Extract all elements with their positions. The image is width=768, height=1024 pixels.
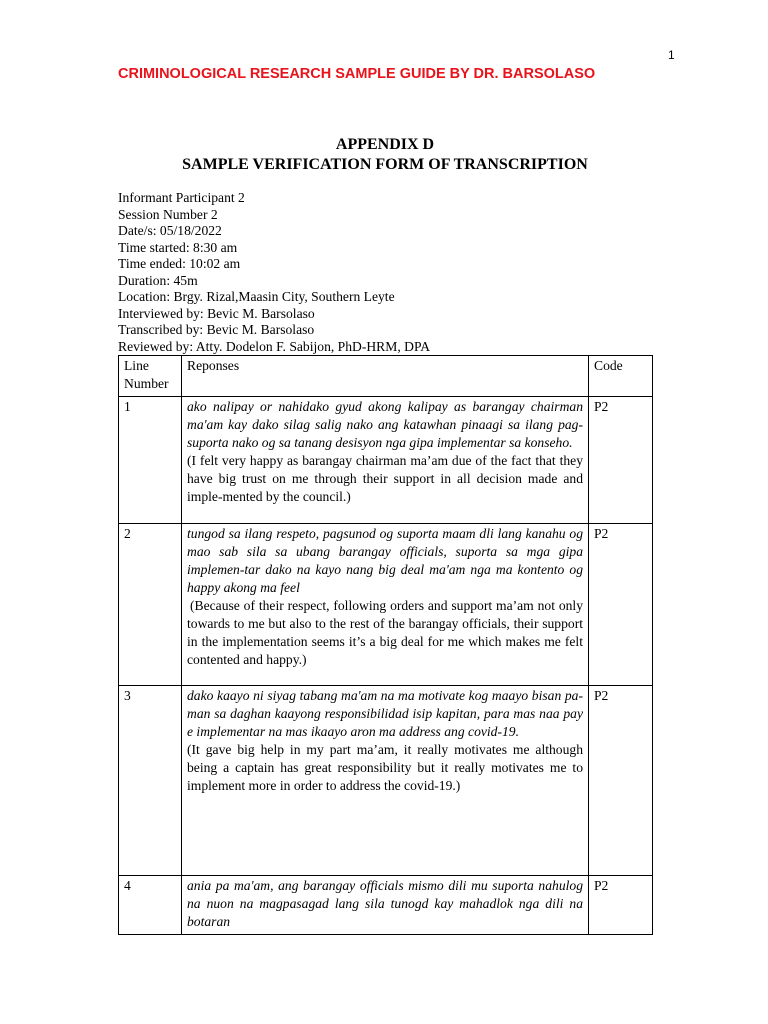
translated-response: (I felt very happy as barangay chairman ma’am due of the fact that they have big trust on me through their support in all decision made and imple-mented by the council.) <box>187 453 583 504</box>
transcription-table <box>118 355 653 935</box>
page-number: 1 <box>668 48 675 62</box>
line-number-cell: 1 <box>119 397 182 524</box>
original-response: ania pa ma'am, ang barangay officials mismo dili mu suporta nahulog na nuon na magpasagad lang sila tunogd kay mahadlok nga dili na botaran <box>187 878 583 929</box>
response-cell <box>182 686 589 876</box>
line-number-cell: 2 <box>119 524 182 686</box>
informant-line: Informant Participant 2 <box>118 190 245 205</box>
session-info <box>118 190 430 355</box>
code-cell: P2 <box>589 524 653 686</box>
session-number-line: Session Number 2 <box>118 206 218 222</box>
response-cell <box>182 397 589 524</box>
code-cell: P2 <box>589 686 653 876</box>
time-started-line: Time started: 8:30 am <box>118 239 238 255</box>
code-header: Code <box>589 356 653 397</box>
reviewed-by-line: Reviewed by: Atty. Dodelon F. Sabijon, PhD-HRM, DPA <box>118 338 431 354</box>
table-row <box>119 397 653 524</box>
table-row <box>119 524 653 686</box>
line-number-header: Line Number <box>119 356 182 397</box>
location-line: Location: Brgy. Rizal,Maasin City, Southern Leyte <box>118 289 395 304</box>
table-header-row <box>119 356 653 397</box>
transcribed-by-line: Transcribed by: Bevic M. Barsolaso <box>118 322 315 337</box>
duration-line: Duration: 45m <box>118 272 198 288</box>
translated-response: (It gave big help in my part ma’am, it really motivates me although being a captain has great responsibility but it really motivates me to implement more in order to address the covid-19.) <box>187 742 583 793</box>
interviewed-by-line: Interviewed by: Bevic M. Barsolaso <box>118 305 315 321</box>
code-cell: P2 <box>589 876 653 935</box>
time-ended-line: Time ended: 10:02 am <box>118 256 241 271</box>
code-cell: P2 <box>589 397 653 524</box>
document-header: CRIMINOLOGICAL RESEARCH SAMPLE GUIDE BY DR. BARSOLASO <box>118 66 596 82</box>
line-number-cell: 4 <box>119 876 182 935</box>
responses-header: Reponses <box>182 356 589 397</box>
line-number-cell: 3 <box>119 686 182 876</box>
translated-response: (Because of their respect, following orders and support ma’am not only towards to me but also to the rest of the barangay officials, their support in the implementation seems it’s a big deal for me which makes me felt contented and happy.) <box>187 598 583 667</box>
original-response: ako nalipay or nahidako gyud akong kalipay as barangay chairman ma'am kay dako silag salig nako ang katawhan pinaagi sa ilang pag-suporta nako og sa tanang desisyon nga gipa implementar sa konseho. <box>187 399 583 450</box>
table-row <box>119 686 653 876</box>
original-response: dako kaayo ni siyag tabang ma'am na ma motivate kog maayo bisan pa-man sa daghan kaayong responsibilidad isip kapitan, para mas naa pay e implementar na mas ikaayo aron ma address ang covid-19. <box>187 688 583 739</box>
original-response: tungod sa ilang respeto, pagsunod og suporta maam dli lang kanahu og mao sab sila sa ubang barangay officials, suporta sa mga gipa implemen-tar dako na kayo nang big deal ma'am nga ma kontento og happy akong ma feel <box>187 526 583 595</box>
appendix-subtitle: SAMPLE VERIFICATION FORM OF TRANSCRIPTION <box>182 156 588 173</box>
table-row <box>119 876 653 935</box>
response-cell <box>182 524 589 686</box>
response-cell <box>182 876 589 935</box>
date-line: Date/s: 05/18/2022 <box>118 223 222 238</box>
appendix-title: APPENDIX D <box>335 136 435 153</box>
